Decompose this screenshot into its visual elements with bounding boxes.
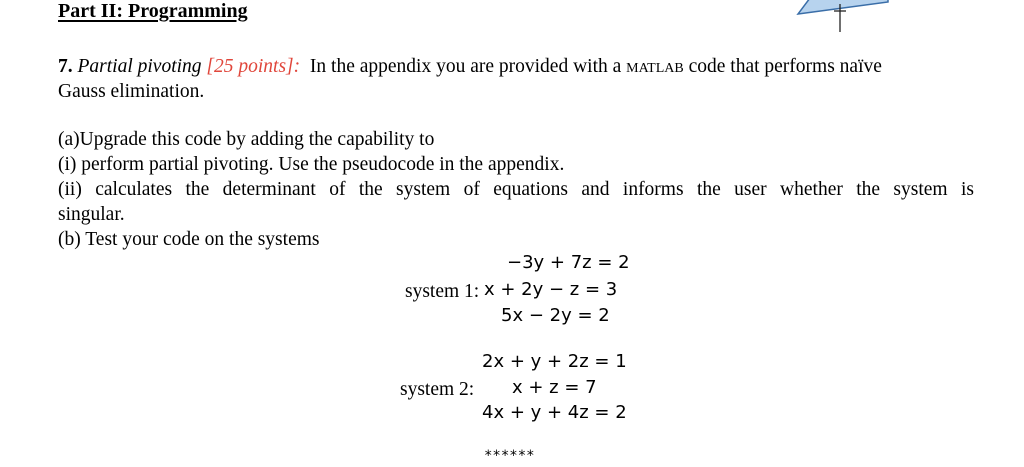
system1-equation2: x + 2y − z = 3 xyxy=(484,279,618,300)
question-number: 7. xyxy=(58,56,73,77)
part-a-item-i: (i) perform partial pivoting. Use the pseudocode in the appendix. xyxy=(58,154,565,175)
intro-text-post: code that performs naïve xyxy=(688,56,882,77)
question-colon: : xyxy=(293,56,301,77)
end-marker: ****** xyxy=(484,448,535,464)
question-title: Partial pivoting xyxy=(77,56,202,77)
question-intro-line2: Gauss elimination. xyxy=(58,81,205,102)
part-a-item-ii-line1: (ii) calculates the determinant of the system of equations and informs the user whether the system is xyxy=(58,179,974,200)
part-b-line: (b) Test your code on the systems xyxy=(58,229,320,250)
system1-equation3: 5x − 2y = 2 xyxy=(501,305,610,326)
language-name: matlab xyxy=(626,56,684,77)
system2-label: system 2: xyxy=(400,379,475,400)
question-intro-line1 xyxy=(58,54,882,79)
part-a-item-ii-line2: singular. xyxy=(58,204,125,225)
system2-equation2: x + z = 7 xyxy=(512,377,597,398)
question-points: [25 points] xyxy=(206,56,294,77)
system2-equation1: 2x + y + 2z = 1 xyxy=(482,351,627,372)
diagram-fragment-icon xyxy=(790,0,910,34)
intro-text-pre: In the appendix you are provided with a xyxy=(309,56,622,77)
part-a-line: (a)Upgrade this code by adding the capability to xyxy=(58,129,435,150)
system2-equation3: 4x + y + 4z = 2 xyxy=(482,402,627,423)
system1-equation1: −3y + 7z = 2 xyxy=(507,252,630,273)
system1-label: system 1: xyxy=(405,281,480,302)
section-heading: Part II: Programming xyxy=(58,0,248,22)
